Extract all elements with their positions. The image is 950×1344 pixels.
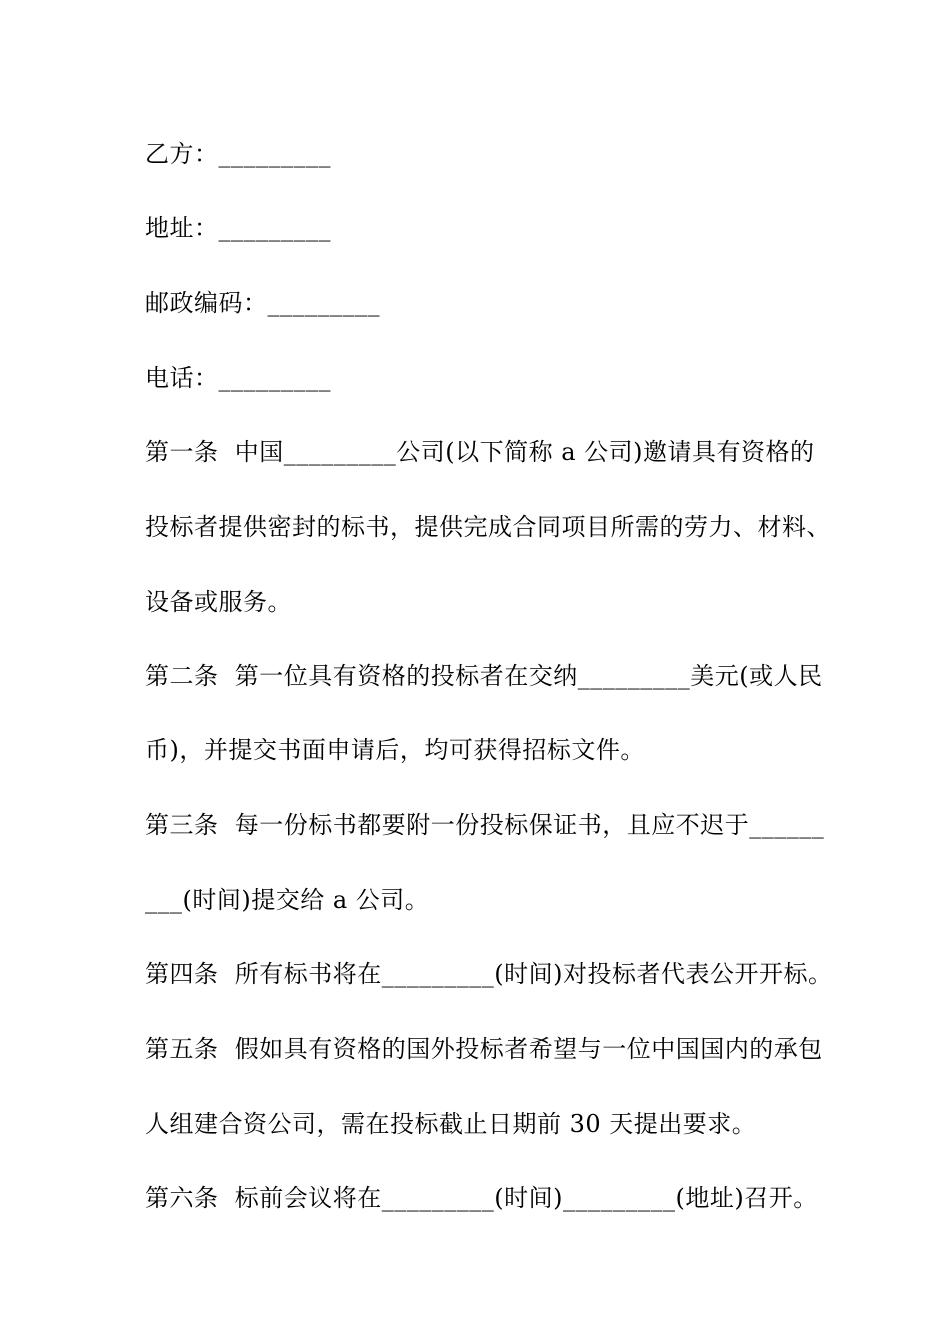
postal-code-line: 邮政编码：_________ — [145, 289, 380, 317]
article-3-line-1: 第三条 每一份标书都要附一份投标保证书，且应不迟于______ — [145, 811, 825, 839]
article-4-line: 第四条 所有标书将在_________(时间)对投标者代表公开开标。 — [145, 960, 833, 988]
address-line: 地址：_________ — [145, 214, 331, 242]
article-5-line-1: 第五条 假如具有资格的国外投标者希望与一位中国国内的承包 — [145, 1035, 823, 1063]
phone-line: 电话：_________ — [145, 364, 331, 392]
article-3-line-2: ___(时间)提交给 a 公司。 — [145, 886, 430, 914]
party-b-line: 乙方：_________ — [145, 140, 331, 168]
article-1-line-3: 设备或服务。 — [145, 588, 292, 616]
article-2-line-2: 币)，并提交书面申请后，均可获得招标文件。 — [145, 736, 645, 764]
article-5-line-2: 人组建合资公司，需在投标截止日期前 30 天提出要求。 — [145, 1110, 757, 1138]
article-1-line-2: 投标者提供密封的标书，提供完成合同项目所需的劳力、材料、 — [145, 513, 831, 541]
article-1-line-1: 第一条 中国_________公司(以下简称 a 公司)邀请具有资格的 — [145, 438, 815, 466]
article-2-line-1: 第二条 第一位具有资格的投标者在交纳_________美元(或人民 — [145, 662, 823, 690]
article-6-line: 第六条 标前会议将在_________(时间)_________(地址)召开。 — [145, 1184, 818, 1212]
